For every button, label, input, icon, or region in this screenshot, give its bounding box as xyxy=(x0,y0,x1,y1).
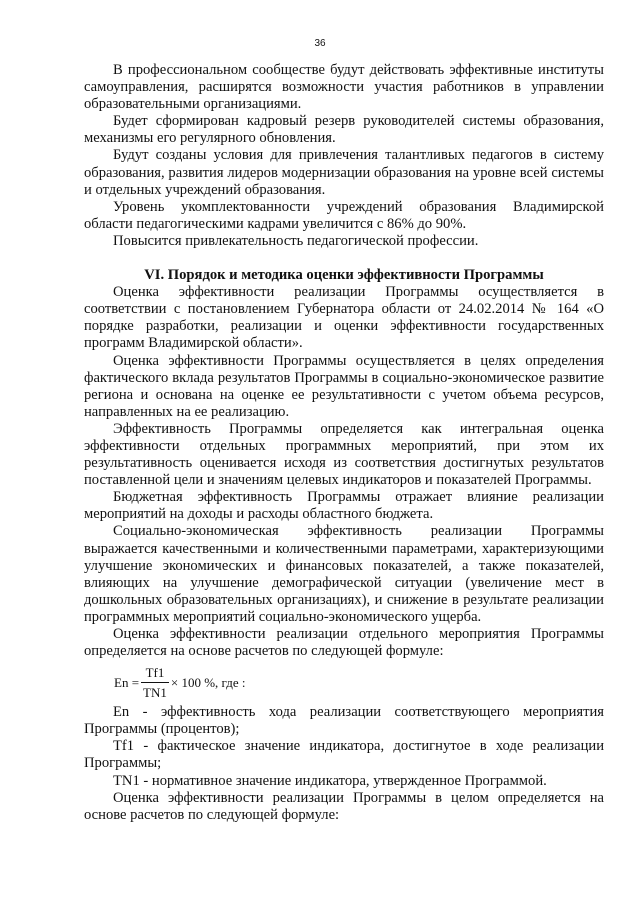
paragraph: Повысится привлекательность педагогической профессии. xyxy=(113,232,479,249)
paragraph: Социально-экономическая эффективность реализации Программы выражается качественными и количественными параметрами, характеризующими улучшение экономических и финансовых показателей, а также показателей, влияющих на улучшение демографической ситуации (увеличение мест в дошкольных образовательных организациях), и снижение в результате реализации программных мероприятий социально-экономического ущерба. xyxy=(84,523,604,625)
paragraph: Оценка эффективности реализации Программы осуществляется в соответствии с постановлением Губернатора области от 24.02.2014 № 164 «О порядке разработки, реализации и оценки эффективности государственных программ Владимирской области». xyxy=(84,284,604,352)
page-number: 36 xyxy=(314,38,326,49)
document-body xyxy=(84,62,604,824)
formula-rhs: × 100 %, где : xyxy=(170,674,246,690)
paragraph: В профессиональном сообществе будут действовать эффективные институты самоуправления, расширятся возможности участия работников в управлении образовательными организациями. xyxy=(84,62,604,113)
paragraph: Будет сформирован кадровый резерв руководителей системы образования, механизмы его регулярного обновления. xyxy=(84,113,604,147)
definition: En - эффективность хода реализации соответствующего мероприятия Программы (процентов); xyxy=(84,704,604,738)
definition: Tf1 - фактическое значение индикатора, достигнутое в ходе реализации Программы; xyxy=(84,738,604,772)
paragraph: Бюджетная эффективность Программы отражает влияние реализации мероприятий на доходы и расходы областного бюджета. xyxy=(84,489,604,523)
paragraph: Оценка эффективности реализации отдельного мероприятия Программы определяется на основе расчетов по следующей формуле: xyxy=(84,626,604,660)
efficiency-formula xyxy=(114,662,604,702)
paragraph: Будут созданы условия для привлечения талантливых педагогов в систему образования, развития лидеров модернизации образования на уровне всей системы и отдельных учреждений образования. xyxy=(84,147,604,198)
formula-numerator: Tf1 xyxy=(145,664,165,680)
paragraph: Уровень укомплектованности учреждений образования Владимирской области педагогическими кадрами увеличится с 86% до 90%. xyxy=(84,198,604,232)
formula-fraction xyxy=(141,664,169,701)
paragraph: Эффективность Программы определяется как интегральная оценка эффективности отдельных программных мероприятий, при этом их результативность оценивается исходя из соответствия достигнутых результатов поставленной цели и значениям целевых индикаторов и показателей Программы. xyxy=(84,420,604,489)
definition: TN1 - нормативное значение индикатора, утвержденное Программой. xyxy=(113,772,547,789)
formula-denominator: TN1 xyxy=(141,682,169,701)
paragraph: Оценка эффективности Программы осуществляется в целях определения фактического вклада результатов Программы в социально-экономическое развитие региона и основана на оценке ее результативности с учетом объема ресурсов, направленных на ее реализацию. xyxy=(84,352,604,420)
section-heading: VI. Порядок и методика оценки эффективности Программы xyxy=(144,267,544,284)
paragraph: Оценка эффективности реализации Программы в целом определяется на основе расчетов по следующей формуле: xyxy=(84,789,604,823)
formula-lhs: En = xyxy=(114,674,140,690)
